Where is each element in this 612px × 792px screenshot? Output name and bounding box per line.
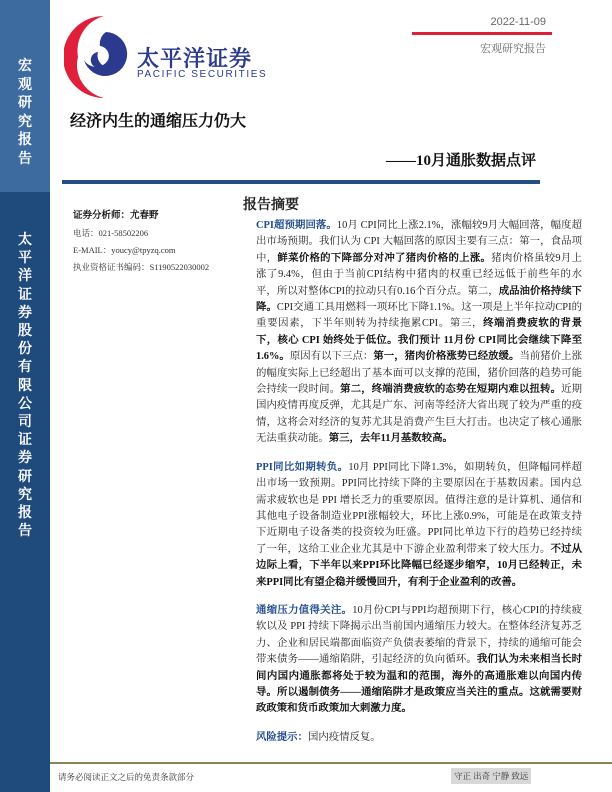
bold-text: 第二，终端消费疲软的态势在短期内难以扭转。 (340, 384, 562, 396)
body-text: 10月 CPI同比上涨2.1%，涨幅较9月大幅回落，幅度超出市场预期。我们认为 CPI 大幅回落的原因主要有三点：第一，食品项中， (256, 220, 582, 264)
bold-text: 成品油价格持续下降。 (256, 285, 582, 314)
title-divider (62, 180, 540, 184)
bold-text: 不过从边际上看，下半年以来PPI环比降幅已经逐步缩窄，10月已经转正，未来PPI同比有望企稳并缓慢回升，有利于企业盈利的改善。 (256, 543, 583, 588)
footer-disclaimer: 请务必阅读正文之后的免责条款部分 (58, 772, 195, 782)
bold-text: 第三，去年11月基数较高。 (328, 433, 453, 445)
analyst-email: E-MAIL：youcy@tpyzq.com (73, 245, 176, 255)
brand-name-en: PACIFIC SECURITIES (137, 69, 268, 80)
bold-text: 终端消费疲软的背景下，核心 CPI 始终处于低位。我们预计 11月份 CPI同比会继续下降至1.6%。 (256, 318, 583, 363)
abstract-paragraph (256, 218, 582, 448)
body-text: CPI交通工具用燃料一项环比下降1.1%。这一项是上半年拉动CPI的重要因素，下半年则转为持续拖累CPI。第三， (256, 302, 583, 330)
report-date: 2022-11-09 (490, 16, 546, 28)
paragraph-lead: 风险提示： (256, 731, 308, 743)
body-text: 当前猪价上涨的幅度实际上已经超出了基本面可以支撑的范围，猪价回落的趋势可能会持续一段时间。 (256, 351, 583, 396)
analyst-name: 证券分析师：尤春野 (73, 211, 159, 221)
analyst-phone: 电话：021-58502206 (73, 228, 149, 238)
report-subtitle: ——10月通胀数据点评 (385, 153, 536, 169)
brand-name-cn: 太平洋证券 (137, 46, 253, 71)
paragraph-lead: CPI超预期回落。 (256, 220, 337, 231)
report-title: 经济内生的通缩压力仍大 (70, 113, 247, 130)
abstract-heading: 报告摘要 (243, 198, 299, 213)
abstract-body (256, 218, 582, 758)
pacific-securities-logo-icon (64, 12, 130, 102)
abstract-paragraph (256, 460, 582, 591)
paragraph-lead: PPI同比如期转负。 (256, 461, 349, 473)
header-divider (412, 32, 552, 35)
bold-text: 鲜菜价格的下降部分对冲了猪肉价格的上涨。 (277, 252, 492, 264)
abstract-paragraph (256, 603, 582, 718)
footer-divider (50, 762, 612, 764)
body-text: 10月 PPI同比下降1.3%，如期转负，但降幅同样超出市场一致预期。PPI同比持续下降的主要原因在于基数因素。国内总需求疲软也是 PPI 增长乏力的重要原因。值得注意的是计算机、通信和其他电子设备制造业PPI涨幅较大，环比上涨0.9%，可能是在政策支持下近期电子设备类的投资较为旺盛。PPI同比单边下行的趋势已经持续了一年，这给工业企业尤其是中下游企业盈利带来了较大压力。 (256, 461, 582, 555)
bold-text: 我们认为未来相当长时间内国内通胀都将处于较为温和的范围，海外的高通胀难以向国内传导。所以遏制债务——通缩陷阱才是政策应当关注的重点。这就需要财政政策和货币政策加大刺激力度。 (256, 654, 583, 715)
sidebar-report-type: 宏观研究报告 (18, 59, 32, 167)
footer-motto: 守正 出奇 宁静 致远 (451, 768, 531, 784)
analyst-license: 执业资格证书编码：S1190522030002 (73, 262, 210, 272)
abstract-paragraph (256, 730, 582, 746)
sidebar-company-label: 太平洋证券股份有限公司证券研究报告 (18, 233, 32, 540)
bold-text: 第一，猪肉价格涨势已经放缓。 (373, 351, 520, 363)
body-text: 原因有以下三点： (289, 351, 374, 363)
body-text: 国内疫情反复。 (307, 731, 381, 743)
report-type: 宏观研究报告 (480, 43, 546, 55)
paragraph-lead: 通缩压力值得关注。 (256, 604, 353, 616)
body-text: 近期国内疫情再度反弹，尤其是广东、河南等经济大省出现了较为严重的疫情，这将会对经济的复苏尤其是消费产生巨大打击。也决定了核心通胀无法重获动能。 (256, 384, 583, 445)
body-text: 猪肉价格虽较9月上涨了9.4%，但由于当前CPI结构中猪肉的权重已经远低于前些年的水平，所以对整体CPI的拉动只有0.16个百分点。第二， (256, 252, 583, 297)
analyst-info (73, 208, 209, 276)
body-text: 10月份CPI与PPI均超预期下行，核心CPI的持续疲软以及 PPI 持续下降揭示出当前国内通缩压力较大。在整体经济复苏乏力、企业和居民端都面临资产负债表萎缩的背景下，持续的通缩可能会带来债务——通缩陷阱，引起经济的负向循环。 (256, 604, 583, 666)
